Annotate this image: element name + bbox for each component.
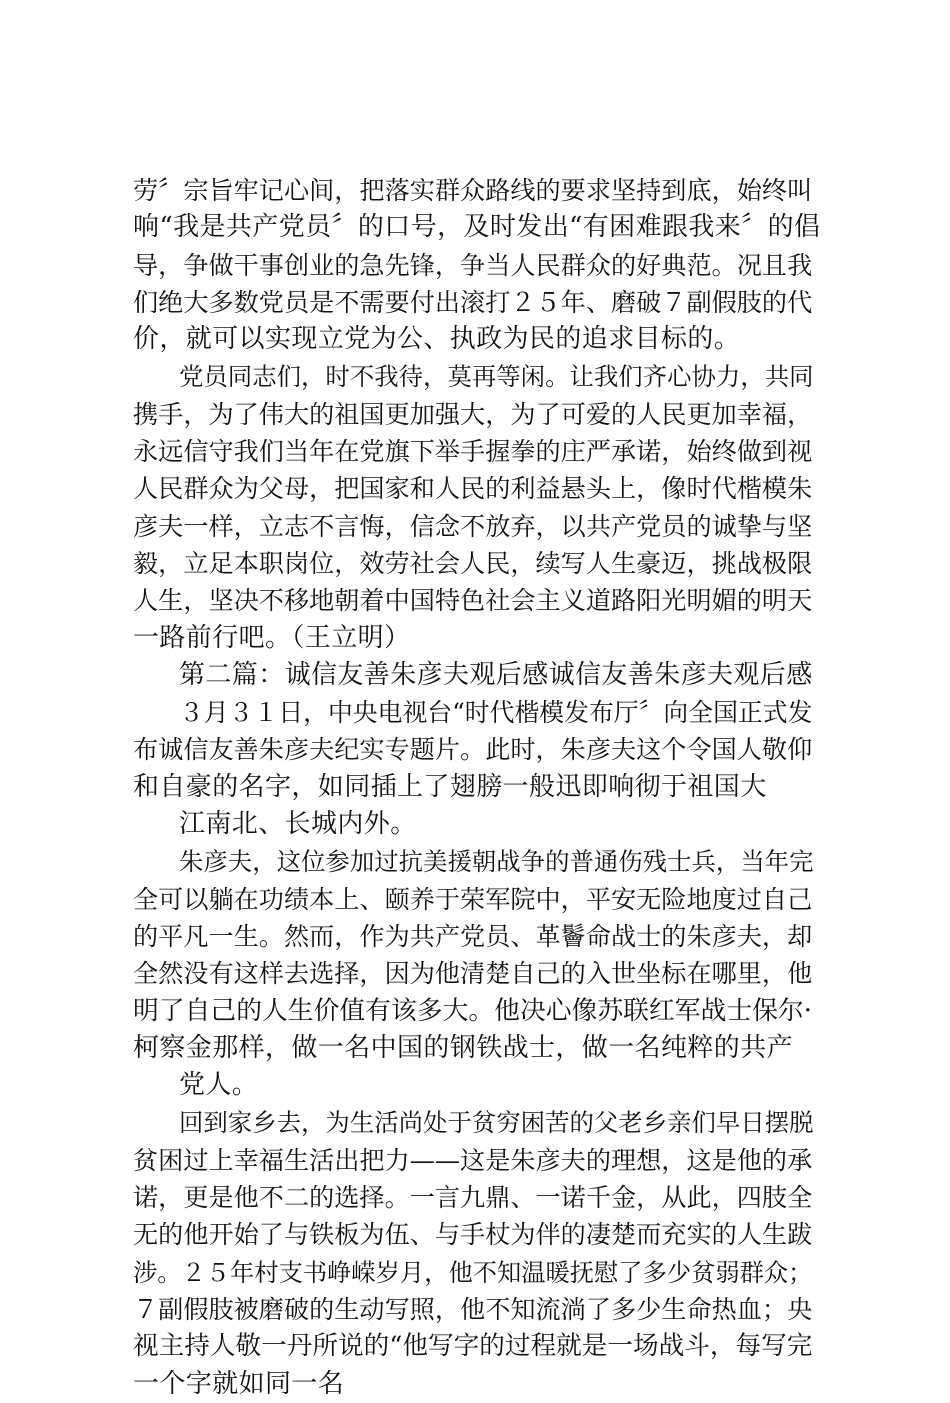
text-line: 价，就可以实现立党为公、执政为民的追求目标的。 bbox=[133, 324, 741, 355]
text-line: 布诚信友善朱彦夫纪实专题片。此时，朱彦夫这个令国人敬仰 bbox=[133, 735, 813, 765]
text-line: 们绝大多数党员是不需要付出滚打２５年、磨破７副假肢的代 bbox=[133, 287, 813, 317]
text-line: 党人。 bbox=[179, 1070, 259, 1101]
text-line: 携手，为了伟大的祖国更加强大，为了可爱的人民更加幸福， bbox=[133, 399, 813, 429]
text-line: 江南北、长城内外。 bbox=[179, 809, 417, 840]
text-line: 回到家乡去，为生活尚处于贫穷困苦的父老乡亲们早日摆脱 bbox=[179, 1108, 814, 1138]
text-line: ３月３１日，中央电视台“时代楷模发布厅〞向全国正式发 bbox=[179, 698, 813, 728]
text-line: 无的他开始了与铁板为伍、与手杖为伴的凄楚而充实的人生跋 bbox=[133, 1220, 813, 1250]
text-line: 彦夫一样，立志不言悔，信念不放弃，以共产党员的诚挚与坚 bbox=[133, 511, 813, 541]
text-line: ７副假肢被磨破的生动写照，他不知流淌了多少生命热血；央 bbox=[133, 1294, 813, 1324]
text-line: 一路前行吧。（王立明） bbox=[133, 622, 411, 653]
text-line: 和自豪的名字，如同插上了翅膀一般迅即响彻于祖国大 bbox=[133, 771, 767, 802]
text-line: 视主持人敬一丹所说的“他写字的过程就是一场战斗，每写完 bbox=[133, 1331, 813, 1362]
text-line: 党员同志们，时不我待，莫再等闲。让我们齐心协力，共同 bbox=[179, 362, 814, 392]
text-line: 明了自己的人生价值有该多大。他决心像苏联红军战士保尔· bbox=[133, 995, 812, 1026]
text-line: 人民群众为父母，把国家和人民的利益悬头上，像时代楷模朱 bbox=[133, 474, 813, 504]
text-line: 朱彦夫，这位参加过抗美援朝战争的普通伤残士兵，当年完 bbox=[179, 847, 814, 877]
text-line: 第二篇：诚信友善朱彦夫观后感诚信友善朱彦夫观后感 bbox=[179, 659, 813, 690]
text-line: 全可以躺在功绩本上、颐养于荣军院中，平安无险地度过自己 bbox=[133, 884, 813, 914]
text-line: 诺，更是他不二的选择。一言九鼎、一诺千金，从此，四肢全 bbox=[133, 1183, 813, 1213]
text-line: 全然没有这样去选择，因为他清楚自己的入世坐标在哪里，他 bbox=[133, 959, 813, 989]
document-body bbox=[133, 172, 823, 1403]
text-line: 响“我是共产党员〞的口号，及时发出“有困难跟我来〞的倡 bbox=[133, 212, 821, 243]
text-line: 劳〞宗旨牢记心间，把落实群众路线的要求坚持到底，始终叫 bbox=[133, 176, 813, 205]
text-line: 一个字就如同一名 bbox=[133, 1368, 345, 1399]
text-line: 永远信守我们当年在党旗下举手握拳的庄严承诺，始终做到视 bbox=[133, 437, 813, 467]
text-line: 人生，坚决不移地朝着中国特色社会主义道路阳光明媚的明天 bbox=[133, 586, 813, 616]
text-line: 毅，立足本职岗位，效劳社会人民，续写人生豪迈，挑战极限 bbox=[133, 548, 813, 578]
text-line: 的平凡一生。然而，作为共产党员、革鬠命战士的朱彦夫，却 bbox=[133, 921, 813, 951]
text-line: 贫困过上幸福生活出把力——这是朱彦夫的理想，这是他的承 bbox=[133, 1145, 813, 1175]
text-line: 涉。２５年村支书峥嵘岁月，他不知温暖抚慰了多少贫弱群众； bbox=[133, 1257, 813, 1287]
text-line: 柯察金那样，做一名中国的钢铁战士，做一名纯粹的共产 bbox=[133, 1032, 794, 1063]
text-line: 导，争做干事创业的急先锋，争当人民群众的好典范。况且我 bbox=[133, 250, 813, 280]
